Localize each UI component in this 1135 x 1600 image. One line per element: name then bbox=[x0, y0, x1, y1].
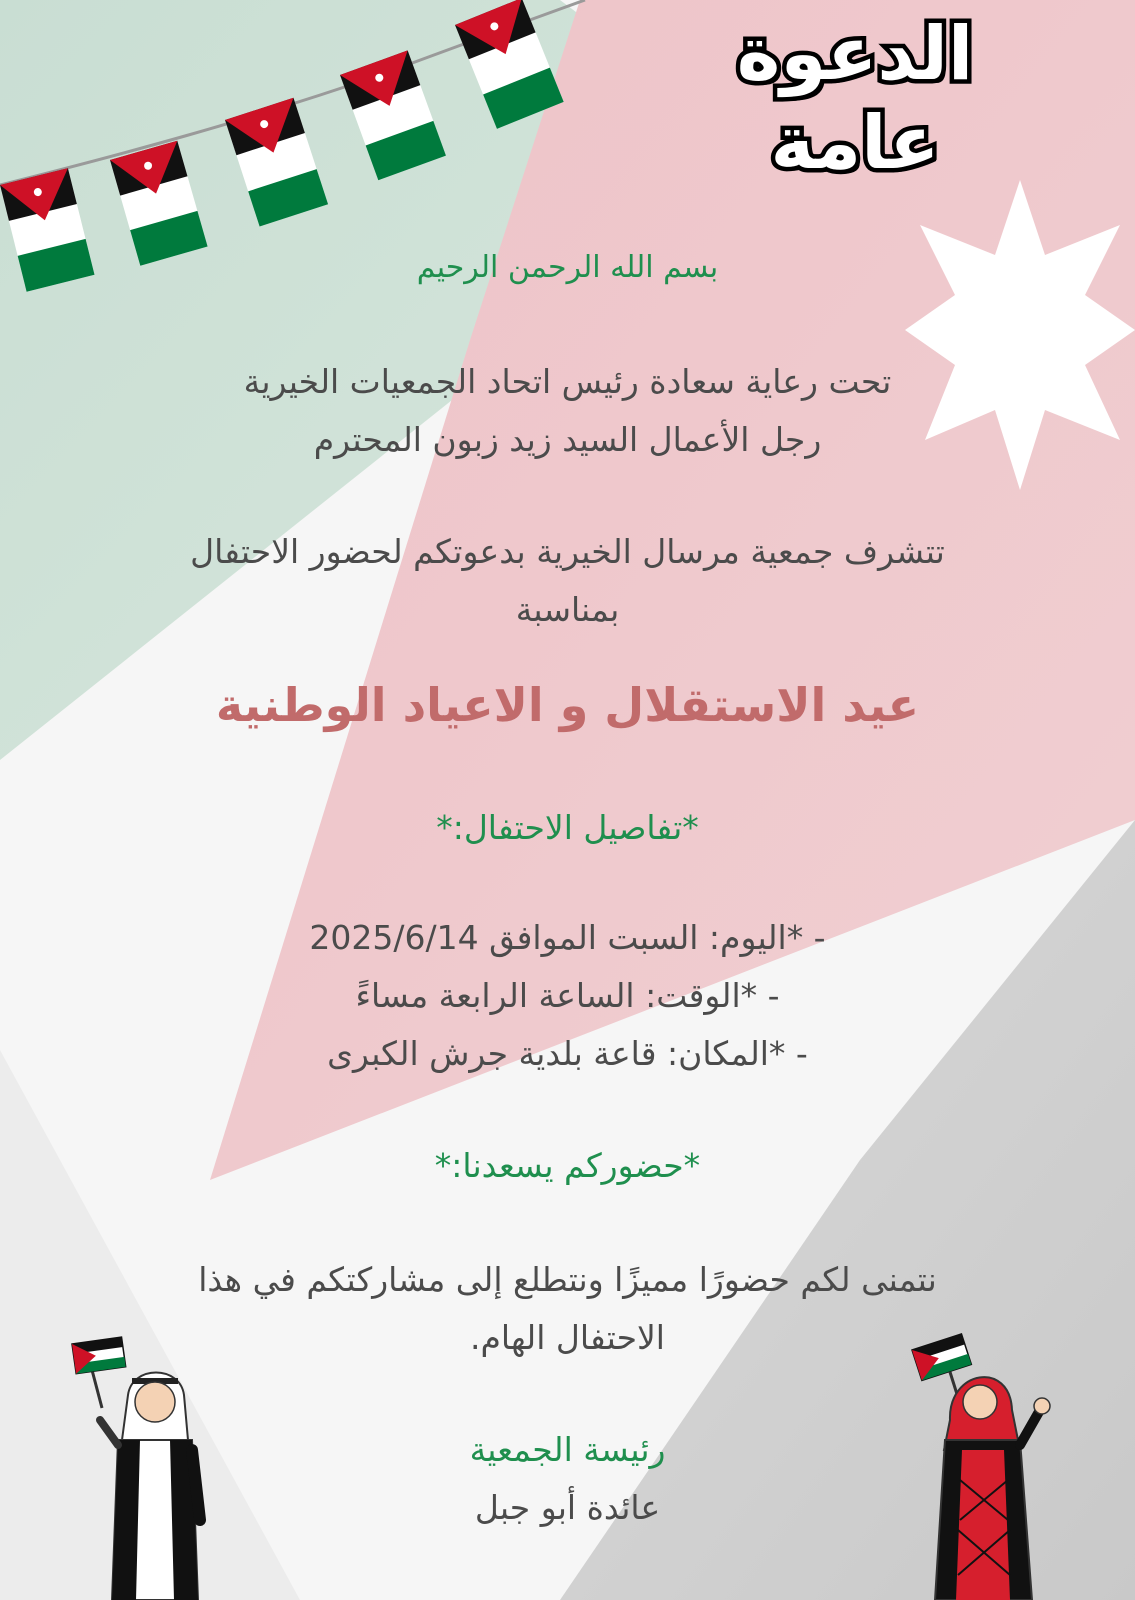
detail-time: - *الوقت: الساعة الرابعة مساءً bbox=[355, 976, 780, 1015]
occasion-title: عيد الاستقلال و الاعياد الوطنية bbox=[215, 678, 920, 732]
closing-line-2: الاحتفال الهام. bbox=[470, 1318, 665, 1357]
invitation-line-1: تتشرف جمعية مرسال الخيرية بدعوتكم لحضور الاحتفال bbox=[190, 532, 945, 571]
invitation-line-2: بمناسبة bbox=[515, 590, 620, 629]
attendance-heading: *حضوركم يسعدنا:* bbox=[434, 1146, 701, 1185]
signature-role: رئيسة الجمعية bbox=[469, 1430, 666, 1469]
patronage-line-1: تحت رعاية سعادة رئيس اتحاد الجمعيات الخيرية bbox=[243, 362, 892, 401]
detail-place: - *المكان: قاعة بلدية جرش الكبرى bbox=[327, 1034, 808, 1073]
detail-day: - *اليوم: السبت الموافق 2025/6/14 bbox=[309, 918, 826, 957]
signature-name: عائدة أبو جبل bbox=[474, 1488, 661, 1527]
patronage-line-2: رجل الأعمال السيد زيد زبون المحترم bbox=[313, 420, 822, 459]
closing-line-1: نتمنى لكم حضورًا مميزًا ونتطلع إلى مشاركتكم في هذا bbox=[198, 1260, 937, 1299]
details-heading: *تفاصيل الاحتفال:* bbox=[436, 808, 699, 847]
basmala: بسم الله الرحمن الرحيم bbox=[416, 250, 719, 285]
page-title: الدعوة عامة bbox=[736, 11, 974, 186]
